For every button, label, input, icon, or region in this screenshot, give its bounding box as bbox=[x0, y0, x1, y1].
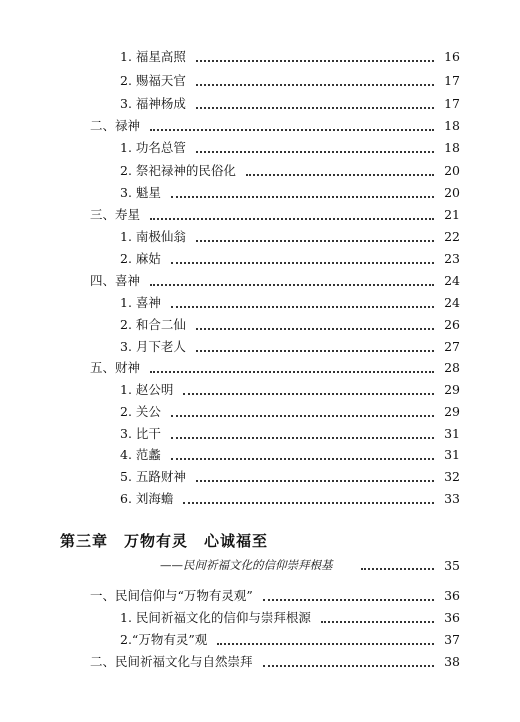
toc-entry bbox=[120, 248, 460, 270]
dot-leader bbox=[321, 620, 434, 623]
toc-section-label: 三、寿星 bbox=[90, 207, 141, 222]
toc-entry bbox=[120, 444, 460, 466]
toc-entry-page: 27 bbox=[444, 339, 460, 354]
chapter-heading: 第三章 万物有灵 心诚福至 bbox=[60, 532, 269, 550]
toc-entry bbox=[120, 226, 460, 248]
dot-leader bbox=[196, 150, 434, 153]
toc-section-label: 二、禄神 bbox=[90, 118, 141, 133]
dot-leader bbox=[196, 59, 434, 62]
toc-entry-label: 4. 范蠡 bbox=[120, 447, 161, 462]
toc-entry-page: 17 bbox=[444, 96, 460, 111]
toc-section bbox=[90, 204, 460, 226]
dot-leader bbox=[196, 479, 434, 482]
toc-entry-page: 29 bbox=[444, 382, 460, 397]
toc-section-page: 36 bbox=[444, 588, 460, 603]
toc-section-page: 38 bbox=[444, 654, 460, 669]
toc-entry-label: 6. 刘海蟾 bbox=[120, 491, 174, 506]
toc-section-page: 21 bbox=[444, 207, 460, 222]
chapter-subtitle-page: 35 bbox=[444, 557, 460, 573]
dot-leader bbox=[150, 283, 434, 286]
toc-entry-label: 1. 民间祈福文化的信仰与崇拜根源 bbox=[120, 610, 311, 625]
toc-entry-page: 17 bbox=[444, 73, 460, 88]
toc-entry-label: 1. 福星高照 bbox=[120, 49, 186, 64]
toc-section bbox=[90, 270, 460, 292]
dot-leader bbox=[171, 414, 434, 417]
dot-leader bbox=[196, 239, 434, 242]
dot-leader bbox=[150, 217, 434, 220]
toc-section-page: 18 bbox=[444, 118, 460, 133]
toc-section-label: 四、喜神 bbox=[90, 273, 141, 288]
dot-leader bbox=[246, 173, 434, 176]
dot-leader bbox=[150, 370, 434, 373]
toc-entry-page: 31 bbox=[444, 426, 460, 441]
toc-entry-label: 2. 祭祀禄神的民俗化 bbox=[120, 163, 236, 178]
dot-leader bbox=[196, 349, 434, 352]
toc-entry-label: 3. 魁星 bbox=[120, 185, 161, 200]
toc-section-label: 二、民间祈福文化与自然崇拜 bbox=[90, 654, 253, 669]
toc-entry-page: 24 bbox=[444, 295, 460, 310]
toc-entry bbox=[120, 607, 460, 629]
dot-leader bbox=[183, 392, 434, 395]
toc-entry-label: 3. 福神杨成 bbox=[120, 96, 186, 111]
toc-entry-label: 3. 月下老人 bbox=[120, 339, 186, 354]
toc-entry-page: 18 bbox=[444, 140, 460, 155]
toc-entry-label: 3. 比干 bbox=[120, 426, 161, 441]
toc-entry-page: 20 bbox=[444, 185, 460, 200]
toc-entry-label: 5. 五路财神 bbox=[120, 469, 186, 484]
dot-leader bbox=[196, 83, 434, 86]
toc-section-page: 24 bbox=[444, 273, 460, 288]
toc-entry-label: 1. 功名总管 bbox=[120, 140, 186, 155]
dot-leader bbox=[171, 195, 434, 198]
toc-section bbox=[90, 357, 460, 379]
toc-entry bbox=[120, 314, 460, 336]
toc-entry bbox=[120, 401, 460, 423]
dot-leader bbox=[217, 642, 434, 645]
toc-entry-label: 1. 南极仙翁 bbox=[120, 229, 186, 244]
toc-entry bbox=[120, 137, 460, 159]
dot-leader bbox=[263, 598, 434, 601]
toc-entry-label: 2. 和合二仙 bbox=[120, 317, 186, 332]
toc-entry bbox=[120, 70, 460, 92]
toc-entry-page: 23 bbox=[444, 251, 460, 266]
toc-entry-page: 36 bbox=[444, 610, 460, 625]
dot-leader bbox=[361, 567, 435, 570]
toc-section bbox=[90, 651, 460, 673]
toc-section bbox=[90, 585, 460, 607]
toc-entry-page: 26 bbox=[444, 317, 460, 332]
dot-leader bbox=[171, 305, 434, 308]
toc-entry-page: 33 bbox=[444, 491, 460, 506]
toc-entry-label: 2.“万物有灵”观 bbox=[120, 632, 208, 647]
toc-entry-label: 1. 赵公明 bbox=[120, 382, 174, 397]
dot-leader bbox=[263, 664, 434, 667]
toc-entry-page: 29 bbox=[444, 404, 460, 419]
toc-entry-page: 32 bbox=[444, 469, 460, 484]
toc-entry-page: 37 bbox=[444, 632, 460, 647]
toc-section-label: 五、财神 bbox=[90, 360, 141, 375]
toc-entry bbox=[120, 160, 460, 182]
toc-entry bbox=[120, 423, 460, 445]
chapter-subtitle: ——民间祈福文化的信仰崇拜根基 bbox=[160, 558, 333, 572]
toc-entry bbox=[120, 93, 460, 115]
toc-entry bbox=[120, 336, 460, 358]
toc-section-page: 28 bbox=[444, 360, 460, 375]
chapter-subtitle-row bbox=[160, 554, 460, 576]
toc-section bbox=[90, 115, 460, 137]
toc-entry bbox=[120, 466, 460, 488]
toc-entry bbox=[120, 182, 460, 204]
toc-entry-label: 2. 麻姑 bbox=[120, 251, 161, 266]
toc-entry-label: 2. 关公 bbox=[120, 404, 161, 419]
dot-leader bbox=[171, 457, 434, 460]
toc-entry bbox=[120, 292, 460, 314]
dot-leader bbox=[171, 261, 434, 264]
dot-leader bbox=[196, 106, 434, 109]
toc-entry-label: 2. 赐福天官 bbox=[120, 73, 186, 88]
toc-entry-label: 1. 喜神 bbox=[120, 295, 161, 310]
toc-entry bbox=[120, 488, 460, 510]
toc-entry bbox=[120, 379, 460, 401]
toc-section-label: 一、民间信仰与“万物有灵观” bbox=[90, 588, 253, 603]
toc-entry-page: 22 bbox=[444, 229, 460, 244]
toc-entry bbox=[120, 629, 460, 651]
toc-entry bbox=[120, 46, 460, 68]
dot-leader bbox=[150, 128, 434, 131]
dot-leader bbox=[196, 327, 434, 330]
toc-entry-page: 20 bbox=[444, 163, 460, 178]
toc-entry-page: 31 bbox=[444, 447, 460, 462]
dot-leader bbox=[171, 436, 434, 439]
toc-entry-page: 16 bbox=[444, 49, 460, 64]
dot-leader bbox=[183, 501, 434, 504]
